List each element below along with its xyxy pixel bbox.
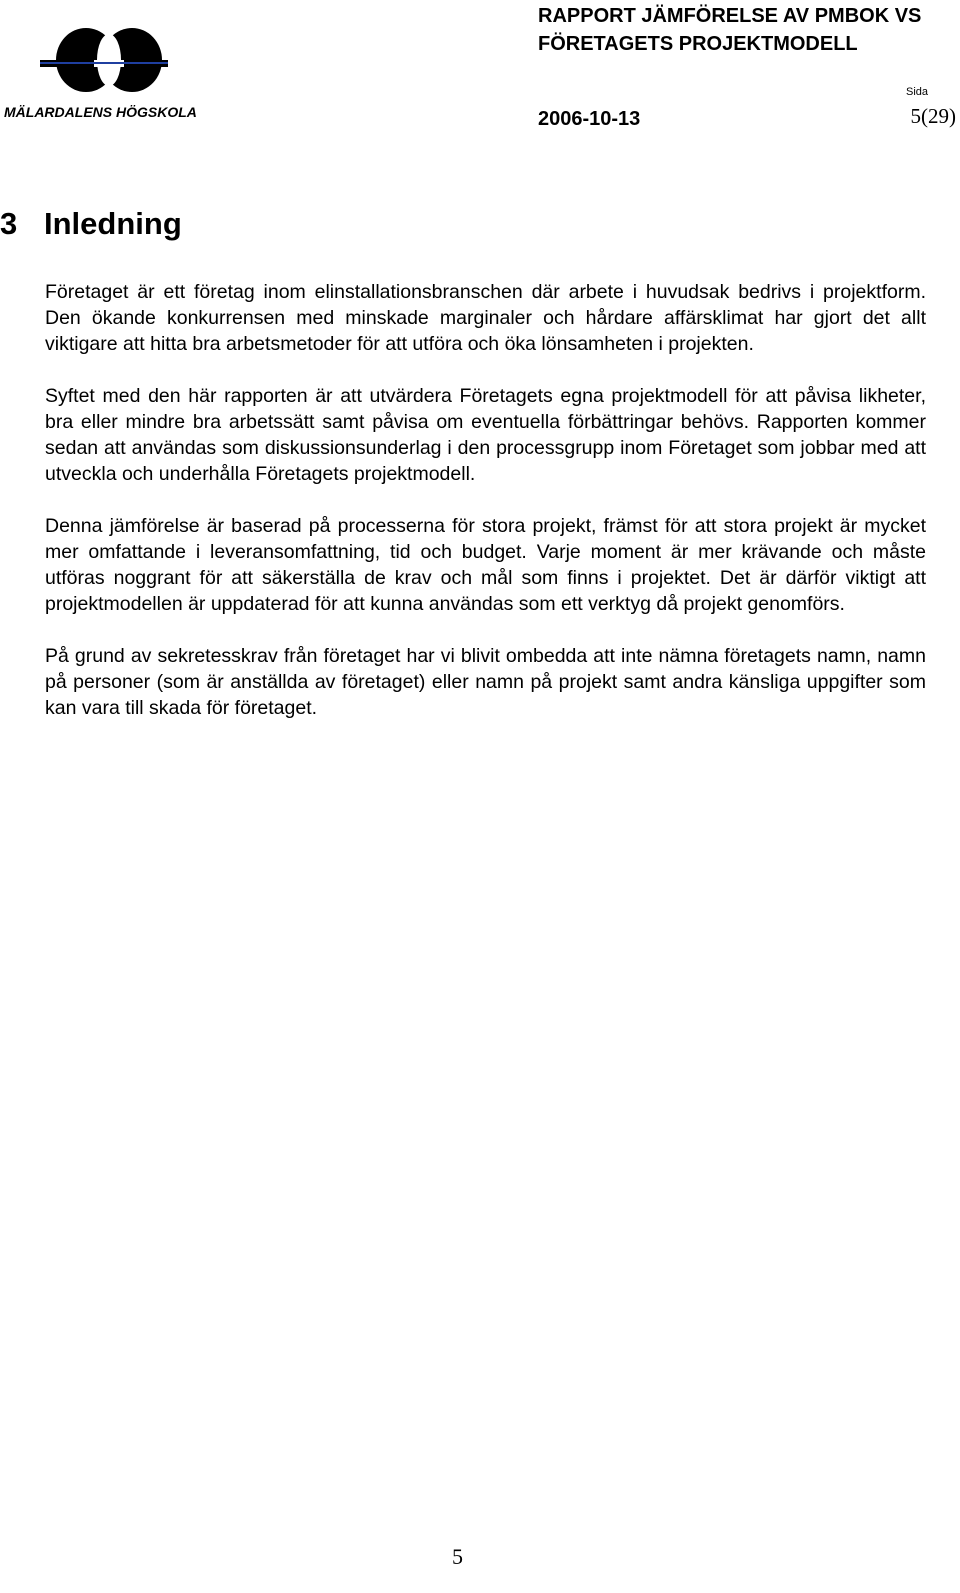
section-heading: [0, 206, 182, 242]
footer-page-number: 5: [452, 1544, 463, 1569]
page-label: Sida: [906, 86, 929, 98]
page-count: 5(29): [910, 104, 956, 128]
section-title: Inledning: [44, 206, 182, 241]
report-title-line-2: FÖRETAGETS PROJEKTMODELL: [538, 33, 858, 55]
logo-text: MÄLARDALENS HÖGSKOLA: [4, 104, 197, 120]
paragraph-3: Denna jämförelse är baserad på processerna för stora projekt, främst för att stora projekt är mycket mer omfattande i leveransomfattning, tid och budget. Varje moment är mer krävande och måste utföras noggrant för att säkerställa de krav och mål som finns i projektet. Det är därför viktigt att projektmodellen är uppdaterad för att kunna användas som ett verktyg då projekt genomförs.: [45, 515, 926, 615]
paragraph-4: På grund av sekretesskrav från företaget har vi blivit ombedda att inte nämna företagets namn, namn på personer (som är anställda av företaget) eller namn på projekt samt andra känsliga uppgifter som kan vara till skada för företaget.: [45, 645, 926, 719]
paragraph-2: Syftet med den här rapporten är att utvärdera Företagets egna projektmodell för att påvisa likheter, bra eller mindre bra arbetssätt samt påvisa om eventuella förbättringar behövs. Rapporten kommer sedan att användas som diskussionsunderlag i den processgrupp inom Företaget som jobbar med att utveckla och underhålla Företagets projektmodell.: [45, 385, 926, 485]
university-logo: [4, 24, 204, 124]
report-date: 2006-10-13: [538, 108, 641, 130]
body-text: [45, 279, 926, 747]
paragraph-1: Företaget är ett företag inom elinstallationsbranschen där arbete i huvudsak bedrivs i projektform. Den ökande konkurrensen med minskade marginaler och hårdare affärsklimat har gjort det allt viktigare att hitta bra arbetsmetoder för att utföra och öka lönsamheten i projekten.: [45, 281, 926, 355]
section-number: 3: [0, 206, 18, 241]
report-title: [538, 2, 958, 58]
report-title-line-1: RAPPORT JÄMFÖRELSE AV PMBOK VS: [538, 5, 922, 27]
logo-mark-icon: [4, 24, 204, 104]
